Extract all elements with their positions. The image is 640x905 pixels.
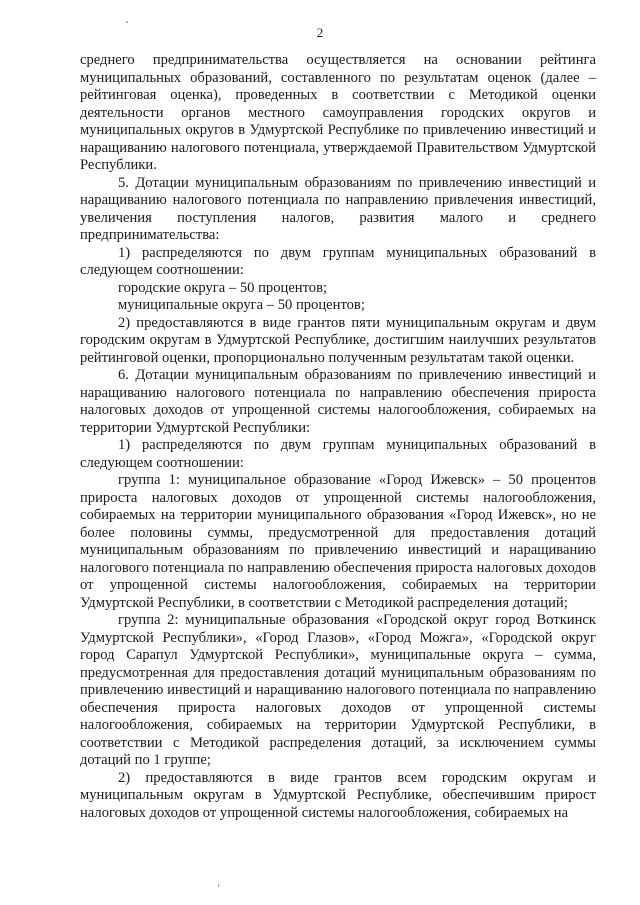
paragraph-group-2: группа 2: муниципальные образования «Городской округ город Воткинск Удмуртской Республики», «Город Глазов», «Город Можга», «Городской округ город Сарапул Удмуртской Республики», муниципальные округа – сумма, предусмотренная для предоставления дотаций муниципальным образованиям по привлечению инвестиций и наращиванию налогового потенциала по направлению обеспечения прироста налоговых доходов от упрощенной системы налогообложения, собираемых на территории Удмуртской Республики, в соответствии с Методикой распределения дотаций, за исключением суммы дотаций по 1 группе; xyxy=(80,612,596,768)
paragraph-section-5-item-1: 1) распределяются по двум группам муниципальных образований в следующем соотношении: xyxy=(80,244,596,278)
document-body xyxy=(80,52,596,822)
paragraph-section-5-item-2: 2) предоставляются в виде грантов пяти муниципальным округам и двум городским округам в Удмуртской Республике, достигшим наилучших результатов рейтинговой оценки, пропорционально полученным результатам такой оценки. xyxy=(80,314,596,366)
list-item-city-districts: городские округа – 50 процентов; xyxy=(118,279,328,296)
paragraph-section-5: 5. Дотации муниципальным образованиям по привлечению инвестиций и наращиванию налогового потенциала по направлению привлечения инвестиций, увеличения поступления налогов, развития малого и среднего предпринимательства: xyxy=(80,174,596,243)
list-item-municipal-districts: муниципальные округа – 50 процентов; xyxy=(118,297,365,313)
page-number: 2 xyxy=(316,25,324,40)
paragraph-section-6-item-1: 1) распределяются по двум группам муниципальных образований в следующем соотношении: xyxy=(80,437,596,471)
paragraph-section-6-item-2: 2) предоставляются в виде грантов всем городским округам и муниципальным округам в Удмуртской Республике, обеспечившим прирост налоговых доходов от упрощенной системы налогообложения, собираемых на xyxy=(80,769,596,821)
scan-speck xyxy=(126,21,128,23)
paragraph-rating-continuation: среднего предпринимательства осуществляется на основании рейтинга муниципальных образований, составленного по результатам оценок (далее – рейтинговая оценка), проведенных в соответствии с Методикой оценки деятельности органов местного самоуправления городских округов и муниципальных округов в Удмуртской Республике по привлечению инвестиций и наращиванию налогового потенциала, утверждаемой Правительством Удмуртской Республики. xyxy=(80,52,596,173)
paragraph-section-6: 6. Дотации муниципальным образованиям по привлечению инвестиций и наращиванию налогового потенциала по направлению обеспечения прироста налоговых доходов от упрощенной системы налогообложения, собираемых на территории Удмуртской Республики: xyxy=(80,367,596,436)
scan-speck xyxy=(218,884,219,887)
paragraph-group-1: группа 1: муниципальное образование «Город Ижевск» – 50 процентов прироста налоговых доходов от упрощенной системы налогообложения, собираемых на территории муниципального образования «Город Ижевск», но не более половины суммы, предусмотренной для предоставления дотаций муниципальным образованиям по привлечению инвестиций и наращиванию налогового потенциала по направлению обеспечения прироста налоговых доходов от упрощенной системы налогообложения, собираемых на территории Удмуртской Республики, в соответствии с Методикой распределения дотаций; xyxy=(80,472,596,611)
